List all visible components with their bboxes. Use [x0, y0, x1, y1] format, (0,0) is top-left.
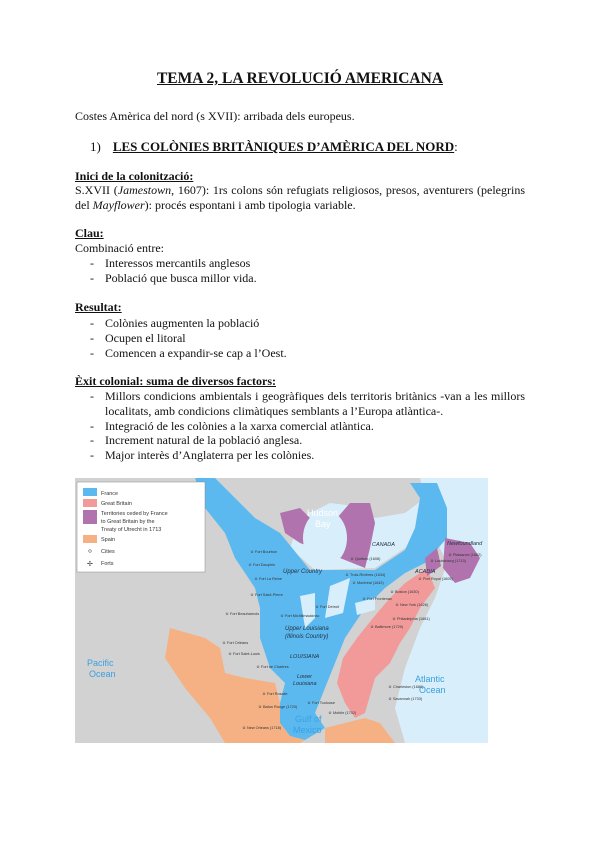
legend-label: Spain [101, 537, 116, 543]
list-item: - Ocupen el litoral [90, 330, 186, 345]
place-label: New York (1626) [400, 603, 429, 607]
list-item: - Major interès d’Anglaterra per les colònies. [90, 448, 315, 463]
legend-swatch-britain [83, 499, 97, 507]
list-item-text: Integració de les colònies a la xarxa comercial atlàntica. [105, 418, 374, 433]
list-item: - Increment natural de la població anglesa. [90, 433, 303, 448]
place-label: Charleston (1680) [393, 685, 424, 689]
place-label: Port Royal (1605) [423, 577, 453, 581]
list-item-text: Major interès d’Anglaterra per les colònies. [105, 448, 315, 463]
label-hudson-bay: Hudson [307, 508, 339, 518]
list-item: - Integració de les colònies a la xarxa comercial atlàntica. [90, 418, 374, 433]
list-item: - Millors condicions ambientals i geogràfiques dels territoris britànics -van a les millors localitats, amb condicions climàtiques semblants a l’Europa atlàntica-. [90, 389, 525, 418]
place-label: Fort Dauphin [253, 563, 275, 567]
label-upper-country: Upper Country [283, 569, 323, 575]
resultat-heading: Resultat: [75, 300, 122, 314]
legend-label: Great Britain [101, 501, 132, 507]
place-label: Mobile (1702) [333, 711, 357, 715]
place-label: Fort Orléans [227, 641, 249, 645]
place-label: Trois-Rivières (1634) [350, 573, 386, 577]
label-acadia: ACADIA [415, 569, 436, 575]
place-label: Philadelphia (1681) [397, 617, 430, 621]
list-item-text: Millors condicions ambientals i geogràfiques dels territoris britànics -van a les millors localitats, amb condicions climàtiques semblants a l’Europa atlàntica-. [105, 389, 525, 418]
legend-label: France [101, 491, 119, 497]
label-upper-louisiana: (Illinois Country) [285, 634, 329, 640]
legend-swatch-spain [83, 535, 97, 543]
colonial-map [75, 478, 488, 743]
fort-icon: ✢ [87, 561, 93, 568]
place-label: Louisbourg (1713) [435, 559, 466, 563]
exit-list [73, 389, 525, 463]
label-gulf-of-mexico: Gulf of [295, 714, 322, 724]
place-label: Fort Frontenac [367, 597, 392, 601]
place-label: Fort Saint-Pierre [255, 593, 283, 597]
place-label: Plaisance (1662) [453, 553, 482, 557]
list-item-text: Increment natural de la població anglesa. [105, 433, 303, 448]
label-hudson-bay: Bay [315, 519, 331, 529]
label-atlantic-ocean: Ocean [419, 685, 446, 695]
place-label: Baton Rouge (1720) [263, 705, 298, 709]
place-label: Fort Michilimackinac [285, 614, 320, 618]
list-item: - Colònies augmenten la població [90, 316, 260, 330]
legend-label: Forts [101, 561, 114, 567]
label-gulf-of-mexico: Mexico [293, 725, 322, 735]
list-item-text: Ocupen el litoral [105, 330, 186, 345]
label-louisiana: LOUISIANA [290, 654, 320, 660]
label-canada: CANADA [372, 542, 395, 548]
place-label: Fort Toulouse [312, 701, 335, 705]
section-number: 1) [90, 139, 101, 154]
text-run: S.XVII ( [75, 183, 118, 197]
place-label: Montréal (1642) [357, 581, 384, 585]
text-italic: Mayflower [92, 198, 145, 212]
intro-text: Costes Amèrica del nord (s XVII): arribada dels europeus. [75, 109, 355, 123]
legend-swatch-ceded [83, 510, 97, 524]
legend-label: Treaty of Utrecht in 1713 [101, 527, 162, 533]
list-item: - Població que busca millor vida. [90, 270, 257, 285]
list-item: - Comencen a expandir-se cap a l’Oest. [90, 345, 287, 360]
clau-lead: Combinació entre: [75, 241, 164, 255]
resultat-list [73, 316, 525, 360]
place-label: Baltimore (1729) [375, 625, 404, 629]
clau-heading: Clau: [75, 226, 104, 240]
clau-list [73, 256, 525, 286]
place-label: Fort de Chartres [261, 665, 289, 669]
list-item-text: Població que busca millor vida. [105, 270, 257, 285]
list-item-text: Comencen a expandir-se cap a l’Oest. [105, 345, 287, 360]
place-label: Fort Detroit [320, 605, 339, 609]
place-label: Québec (1608) [355, 557, 381, 561]
legend-swatch-france [83, 488, 97, 496]
place-label: Boston (1630) [395, 590, 419, 594]
list-item: - Interessos mercantils anglesos [90, 256, 251, 270]
inici-heading: Inici de la colonització: [75, 169, 194, 183]
place-label: Fort Rosalie [267, 692, 288, 696]
text-run: , 1607): 1rs colons són refugiats religiosos, presos, aventurers (pelegrins del [75, 183, 526, 212]
place-label: Fort La Reine [259, 577, 283, 581]
section-colon: : [454, 139, 458, 154]
inici-paragraph [75, 183, 525, 213]
place-label: Fort Bourbon [255, 550, 278, 554]
place-label: Fort Beauharnois [230, 612, 260, 616]
label-newfoundland: Newfoundland [447, 541, 483, 547]
legend-label: Cities [101, 549, 115, 555]
label-lower-louisiana: Lower [297, 674, 312, 680]
page-title: TEMA 2, LA REVOLUCIÓ AMERICANA [156, 70, 444, 87]
list-item-text: Colònies augmenten la població [105, 316, 260, 330]
label-lower-louisiana: Louisiana [293, 681, 317, 687]
legend-label: Territories ceded by France [101, 511, 168, 517]
place-label: Fort Saint-Louis [233, 652, 260, 656]
label-pacific-ocean: Pacific [87, 658, 114, 668]
exit-heading: Èxit colonial: suma de diversos factors: [75, 374, 276, 388]
label-upper-louisiana: Upper Louisiana [285, 626, 329, 632]
place-label: Savannah (1733) [393, 697, 423, 701]
list-item-text: Interessos mercantils anglesos [105, 256, 251, 270]
text-italic: Jamestown [117, 183, 172, 197]
label-pacific-ocean: Ocean [89, 669, 116, 679]
place-label: New Orleans (1718) [247, 726, 281, 730]
section-title: LES COLÒNIES BRITÀNIQUES D’AMÈRICA DEL NORD [112, 139, 455, 154]
label-atlantic-ocean: Atlantic [415, 674, 445, 684]
legend-label: to Great Britain by the [101, 519, 155, 525]
section-heading [90, 139, 458, 155]
text-run: ): procés espontani i amb tipologia variable. [144, 198, 356, 212]
